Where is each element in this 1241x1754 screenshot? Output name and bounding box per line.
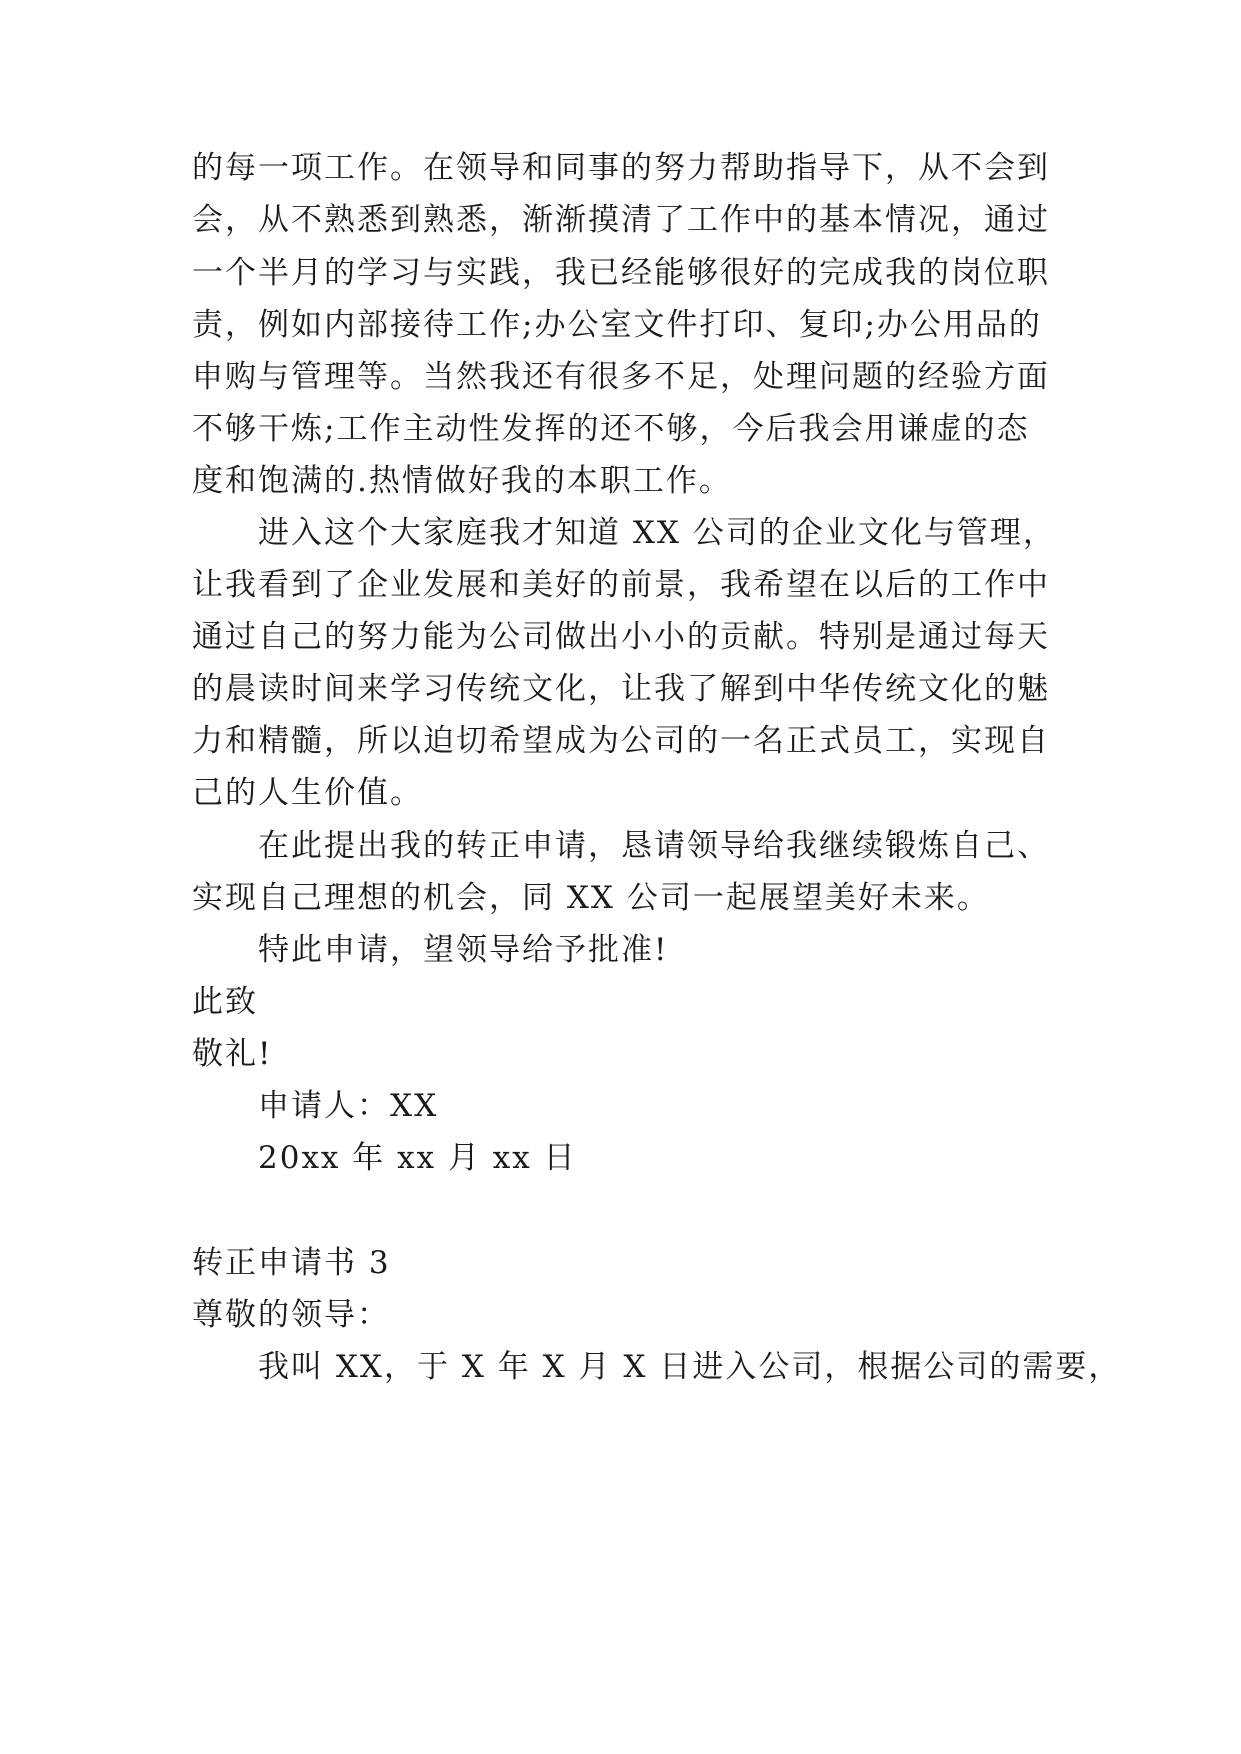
paragraph-line: 度和饱满的.热情做好我的本职工作。 (192, 463, 732, 499)
paragraph-line: 的晨读时间来学习传统文化，让我了解到中华传统文化的魅 (192, 671, 1050, 707)
paragraph-line: 让我看到了企业发展和美好的前景，我希望在以后的工作中 (192, 567, 1050, 603)
paragraph-line: 力和精髓，所以迫切希望成为公司的一名正式员工，实现自 (192, 723, 1050, 759)
paragraph-line: 我叫 XX，于 X 年 X 月 X 日进入公司，根据公司的需要， (258, 1349, 1122, 1385)
paragraph-line: 责，例如内部接待工作;办公室文件打印、复印;办公用品的 (192, 307, 1042, 343)
paragraph-line: 的每一项工作。在领导和同事的努力帮助指导下，从不会到 (192, 150, 1050, 186)
paragraph-line: 申购与管理等。当然我还有很多不足，处理问题的经验方面 (192, 359, 1050, 395)
paragraph-line: 会，从不熟悉到熟悉，渐渐摸清了工作中的基本情况，通过 (192, 202, 1050, 238)
paragraph-line: 不够干炼;工作主动性发挥的还不够，今后我会用谦虚的态 (192, 411, 1030, 447)
applicant-signature: 申请人：XX (258, 1088, 439, 1124)
closing-request: 特此申请，望领导给予批准! (258, 932, 669, 968)
paragraph-line: 在此提出我的转正申请，恳请领导给我继续锻炼自己、 (258, 828, 1050, 864)
paragraph-line: 己的人生价值。 (192, 775, 423, 811)
greeting-line: 尊敬的领导： (192, 1297, 390, 1333)
paragraph-line: 进入这个大家庭我才知道 XX 公司的企业文化与管理， (258, 515, 1056, 551)
paragraph-line: 通过自己的努力能为公司做出小小的贡献。特别是通过每天 (192, 619, 1050, 655)
section-title: 转正申请书 3 (192, 1245, 391, 1281)
salutation-line-1: 此致 (192, 984, 258, 1020)
paragraph-line: 实现自己理想的机会，同 XX 公司一起展望美好未来。 (192, 880, 990, 916)
paragraph-line: 一个半月的学习与实践，我已经能够很好的完成我的岗位职 (192, 255, 1050, 291)
date-line: 20xx 年 xx 月 xx 日 (258, 1140, 577, 1176)
salutation-line-2: 敬礼! (192, 1036, 273, 1072)
